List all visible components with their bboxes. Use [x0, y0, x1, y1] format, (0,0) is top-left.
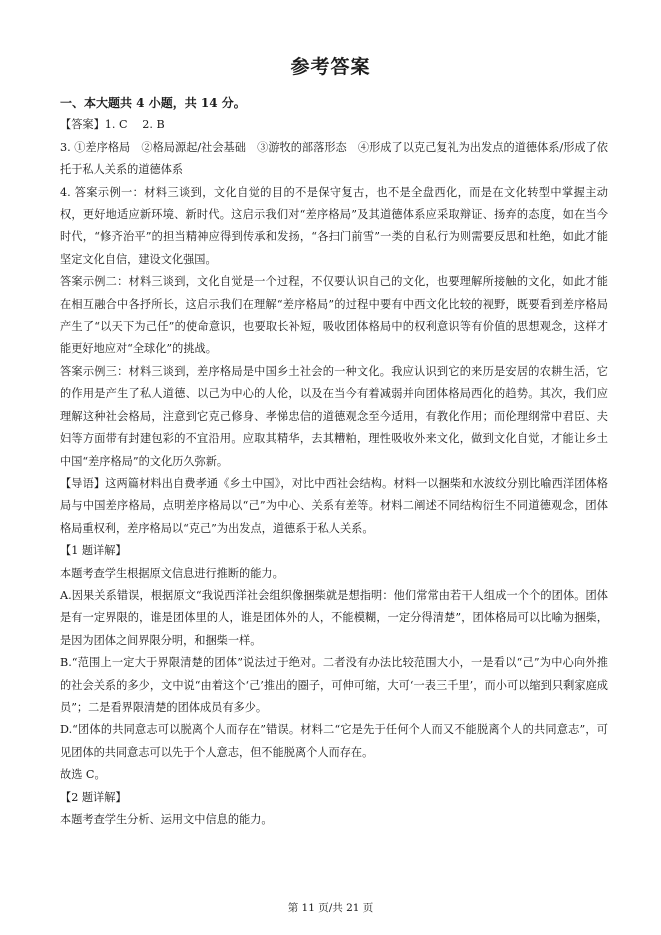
page-number: 第 11 页/共 21 页: [287, 902, 374, 914]
question-4-example-2: 答案示例二：材料三谈到，文化自觉是一个过程，不仅要认识自己的文化，也要理解所接触的文化，如此才能在相互融合中各抒所长，这启示我们在理解“差序格局”的过程中要有中西文化比较的视野，既要看到差序格局产生了“以天下为己任”的使命意识，也要取长补短，吸收团体格局中的权利意识等有价值的思想观念，这样才能更好地应对“全球化”的挑战。: [60, 275, 608, 356]
answer-content: [60, 92, 608, 831]
detail-1-option-b: B.“范围上一定大于界限清楚的团体”说法过于绝对。二者没有办法比较范围大小，一是看以“己”为中心向外推的社会关系的多少，文中说“由着这个‘己’推出的圈子，可伸可缩，大可‘一表三千里’，而小可以缩到只剩家庭成员”；二是看界限清楚的团体成员有多少。: [60, 656, 608, 714]
detail-2-heading: 【2 题详解】: [60, 790, 127, 804]
page-title: 参考答案: [290, 56, 371, 78]
detail-1-conclusion: 故选 C。: [60, 768, 106, 782]
detail-1-heading: 【1 题详解】: [60, 544, 127, 558]
detail-1-intro: 本题考查学生根据原文信息进行推断的能力。: [60, 566, 284, 580]
answer-key-line: 【答案】1. C 2. B: [60, 118, 165, 132]
detail-1-option-a: A.因果关系错误，根据原文“我说西洋社会组织像捆柴就是想指明：他们常常由若干人组成一个个的团体。团体是有一定界限的，谁是团体里的人，谁是团体外的人，不能模糊，一定分得清楚”，团体格局可以比喻为捆柴，是因为团体之间界限分明，和捆柴一样。: [60, 588, 608, 647]
detail-2-intro: 本题考查学生分析、运用文中信息的能力。: [60, 813, 273, 826]
section-heading: 一、本大题共 4 小题，共 14 分。: [60, 96, 246, 110]
guide-paragraph: 【导语】这两篇材料出自费孝通《乡土中国》，对比中西社会结构。材料一以捆柴和水波纹分别比喻西洋团体格局与中国差序格局，点明差序格局以“己”为中心、关系有差等。材料二阐述不同结构衍生不同道德观念，团体格局重权利，差序格局以“克己”为出发点，道德系于私人关系。: [60, 476, 608, 535]
question-3-answer: 3. ①差序格局 ②格局源起/社会基础 ③游牧的部落形态 ④形成了以克己复礼为出发点的道德体系/形成了依托于私人关系的道德体系: [60, 140, 608, 177]
question-4-example-1: 4. 答案示例一：材料三谈到，文化自觉的目的不是保守复古，也不是全盘西化，而是在文化转型中掌握主动权，更好地适应新环境、新时代。这启示我们对“差序格局”及其道德体系应采取辩证、扬弃的态度，如在当今时代，“修齐治平”的担当精神应得到传承和发扬，“各扫门前雪”一类的自私行为则需要反思和杜绝，如此才能坚定文化自信，建设文化强国。: [60, 185, 608, 266]
detail-1-option-d: D.“团体的共同意志可以脱离个人而存在”错误。材料二“它是先于任何个人而又不能脱离个人的共同意志”，可见团体的共同意志可以先于个人意志，但不能脱离个人而存在。: [60, 723, 608, 759]
question-4-example-3: 答案示例三：材料三谈到，差序格局是中国乡土社会的一种文化。我应认识到它的来历是安居的农耕生活，它的作用是产生了私人道德、以己为中心的人伦，以及在当今有着减弱并向团体格局西化的趋势。其次，我们应理解这种社会格局，注意到它克己修身、孝悌忠信的道德观念至今适用，有教化作用；而伦理纲常中君臣、夫妇等方面带有封建包彩的不宜沿用。应取其精华，去其糟粕，理性吸收外来文化，做到文化自觉，才能让乡土中国“差序格局”的文化历久弥新。: [60, 364, 608, 468]
